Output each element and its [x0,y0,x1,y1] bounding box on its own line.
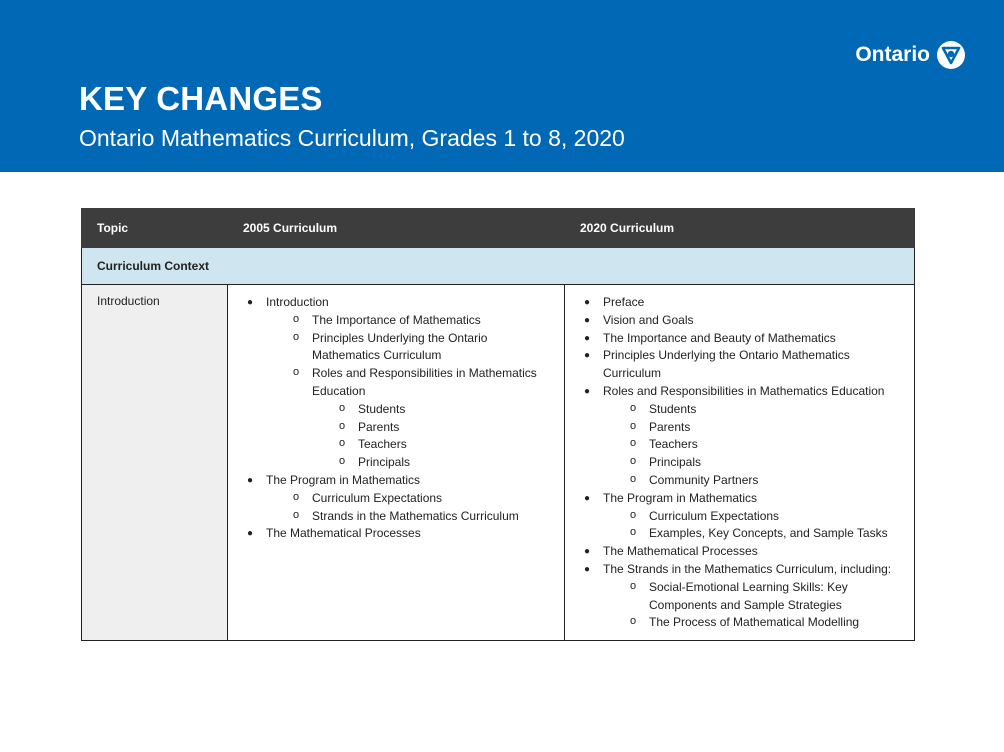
list-item-text: Teachers [649,437,698,452]
section-row [82,248,915,285]
filled-bullet-icon: ● [583,546,591,558]
list-item-text: The Importance and Beauty of Mathematics [603,330,836,345]
filled-bullet-icon: ● [583,297,591,308]
filled-bullet-icon: ● [583,563,591,575]
list-item [626,419,906,437]
hollow-bullet-icon: o [338,401,346,414]
filled-bullet-icon: ● [583,385,591,397]
list-2005-curriculum [243,294,556,543]
list-item-text: Community Partners [649,472,759,487]
list-item [335,419,556,437]
list-item-text: Strands in the Mathematics Curriculum [312,508,519,523]
list-item [626,401,906,419]
list-item-text: Students [649,401,697,416]
list-item-text: Parents [358,419,400,434]
list-item [289,508,556,526]
trillium-logo-icon [936,40,966,70]
hollow-bullet-icon: o [292,330,300,343]
hollow-bullet-icon: o [629,615,637,628]
list-item-text: Roles and Responsibilities in Mathematics Education [603,383,885,398]
list-item [626,614,906,632]
header-topic: Topic [82,209,228,248]
list-item [335,401,556,419]
list-item [626,508,906,526]
bullet-list-level-1 [243,294,556,543]
list-item-text: The Importance of Mathematics [312,312,481,327]
hollow-bullet-icon: o [629,526,637,539]
hollow-bullet-icon: o [292,508,300,521]
list-item-text: Principals [649,455,702,470]
list-item [335,454,556,472]
hollow-bullet-icon: o [629,437,637,450]
list-item-text: The Mathematical Processes [603,544,758,559]
list-item-text: Vision and Goals [603,312,694,327]
list-item-text: Preface [603,295,645,309]
ontario-brand [855,40,966,70]
list-item [626,472,906,490]
filled-bullet-icon: ● [246,528,254,540]
cell-2005-curriculum [228,285,565,641]
cell-2020-curriculum [565,285,915,641]
table-header-row [82,209,915,248]
list-item [580,347,906,383]
list-item [335,436,556,454]
list-item-text: Principles Underlying the Ontario Mathematics Curriculum [603,348,850,381]
list-item [626,454,906,472]
hollow-bullet-icon: o [629,508,637,521]
list-item-text: Social-Emotional Learning Skills: Key Components and Sample Strategies [649,579,848,612]
page-title: KEY CHANGES [79,80,323,117]
page-subtitle: Ontario Mathematics Curriculum, Grades 1 to 8, 2020 [79,125,625,151]
list-item-text: Principals [358,455,411,470]
list-item-text: The Strands in the Mathematics Curriculum, including: [603,561,892,576]
hollow-bullet-icon: o [338,455,346,468]
hollow-bullet-icon: o [292,366,300,379]
list-item-text: Curriculum Expectations [649,508,780,523]
list-item-text: The Mathematical Processes [266,526,421,541]
list-item-text: Examples, Key Concepts, and Sample Tasks [649,526,888,541]
hollow-bullet-icon: o [629,419,637,432]
hollow-bullet-icon: o [629,455,637,468]
filled-bullet-icon: ● [583,314,591,326]
hollow-bullet-icon: o [629,579,637,592]
list-item [626,579,906,615]
filled-bullet-icon: ● [583,350,591,362]
list-item [626,525,906,543]
list-item [243,525,556,543]
list-item [289,490,556,508]
hollow-bullet-icon: o [338,437,346,450]
hollow-bullet-icon: o [292,490,300,503]
list-2020-curriculum [580,294,906,632]
list-item [289,365,556,472]
list-item-text: Students [358,401,406,416]
list-item [580,383,906,490]
hollow-bullet-icon: o [292,312,300,325]
table-row [82,285,915,641]
bullet-list-level-3 [335,401,556,472]
bullet-list-level-2 [626,508,906,544]
list-item-text: Curriculum Expectations [312,490,443,505]
list-item-text: The Process of Mathematical Modelling [649,615,860,630]
bullet-list-level-2 [626,401,906,490]
list-item [289,330,556,366]
hollow-bullet-icon: o [629,401,637,414]
filled-bullet-icon: ● [583,332,591,344]
list-item-text: Introduction [266,295,329,309]
list-item-text: The Program in Mathematics [266,472,421,487]
filled-bullet-icon: ● [246,474,254,486]
filled-bullet-icon: ● [246,297,254,308]
list-item-text: Parents [649,419,691,434]
key-changes-table [81,208,915,641]
list-item [289,312,556,330]
list-item [580,330,906,348]
bullet-list-level-1 [580,294,906,632]
bullet-list-level-2 [626,579,906,632]
list-item [580,312,906,330]
list-item-text: The Program in Mathematics [603,490,758,505]
hollow-bullet-icon: o [338,419,346,432]
bullet-list-level-2 [289,490,556,526]
list-item [580,294,906,312]
list-item [243,472,556,525]
filled-bullet-icon: ● [583,492,591,504]
list-item [580,543,906,561]
list-item [580,490,906,543]
hollow-bullet-icon: o [629,472,637,485]
list-item [243,294,556,472]
list-item-text: Principles Underlying the Ontario Mathematics Curriculum [312,330,488,363]
section-title: Curriculum Context [82,248,915,285]
bullet-list-level-2 [289,312,556,472]
list-item [626,436,906,454]
header-2005-curriculum: 2005 Curriculum [228,209,565,248]
topic-cell: Introduction [82,285,228,641]
list-item [580,561,906,632]
list-item-text: Roles and Responsibilities in Mathematics Education [312,366,537,398]
header-banner [0,0,1004,172]
brand-name: Ontario [855,43,930,66]
list-item-text: Teachers [358,437,407,452]
header-2020-curriculum: 2020 Curriculum [565,209,915,248]
